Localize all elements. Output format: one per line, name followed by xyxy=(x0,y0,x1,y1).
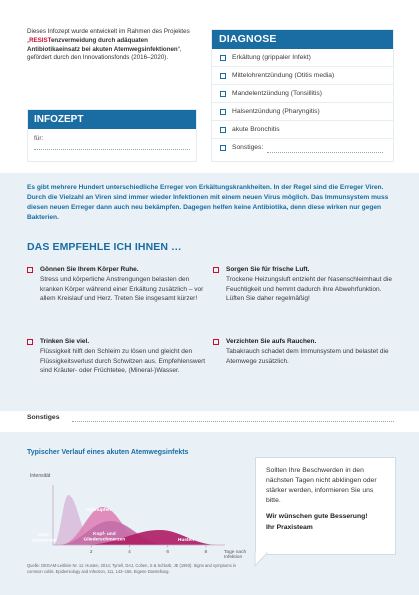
checkbox-icon[interactable] xyxy=(220,127,226,133)
checkbox-icon[interactable] xyxy=(220,145,226,151)
tip-rest: Gönnen Sie Ihrem Körper Ruhe. Stress und körperliche Anstrengungen belasten den kranken Körper während einer Erkältung zusätzlich – vor allem Kreislauf und Herz. Treten Sie insgesamt kürzer! xyxy=(27,265,209,304)
symptom-course-chart xyxy=(27,461,247,561)
diagnosis-title: DIAGNOSE xyxy=(212,30,393,49)
x-tick-label: 6 xyxy=(166,550,170,555)
advice-speech-bubble xyxy=(255,457,396,555)
diagnosis-box xyxy=(211,29,394,162)
other-diagnosis-field[interactable] xyxy=(267,144,383,153)
checkbox-icon[interactable] xyxy=(27,267,33,273)
other-notes-label: Sonstiges xyxy=(27,414,60,421)
source-citation: Quelle: DEGAM-Leitlinie Nr. 11: Husten, 2014; Tyrrell, DAJ, Cohen, S & Schlarb, JE (1993). Signs and symptoms in common colds. Epidemiology and Infection, 111, 143–156. Eigene Darstellung. xyxy=(27,563,236,574)
resist-brand: RESIST xyxy=(29,36,51,44)
series-label: Husten xyxy=(177,538,195,543)
series-label: schmerzen xyxy=(31,538,57,544)
tip-drink: Trinken Sie viel. Flüssigkeit hilft den Schleim zu lösen und gleicht den Flüssigkeitsverlust durch Schwitzen aus. Empfehlenswert sind Kräuter- oder Früchtetee, (Mineral-)Wasser. xyxy=(27,337,209,376)
checkbox-icon[interactable] xyxy=(213,339,219,345)
checkbox-icon[interactable] xyxy=(27,339,33,345)
closing-wish: Wir wünschen gute Besserung! xyxy=(266,513,368,521)
checkbox-icon[interactable] xyxy=(220,55,226,61)
diagnosis-option-other[interactable]: Sonstiges: xyxy=(212,139,393,157)
checkbox-icon[interactable] xyxy=(220,91,226,97)
series-label: Schnupfen xyxy=(86,508,112,513)
series-label: Gliederschmerzen xyxy=(83,537,126,543)
x-tick-label: 4 xyxy=(128,550,131,555)
infozept-box xyxy=(27,109,197,162)
x-axis-label-cont: Infektion xyxy=(224,555,243,560)
intro-text: Dieses Infozept wurde entwickelt im Rahmen des Projektes „RESISTenzvermeidung durch adäquaten Antibiotikaeinsatz bei akuten Atemwegsinfektionen“, gefördert durch den Innovationsfonds (2016–2020). xyxy=(27,28,190,62)
tip-no-smoking: Verzichten Sie aufs Rauchen. Tabakrauch schadet dem Immunsystem und belastet die Atemwege zusätzlich. xyxy=(213,337,395,366)
diagnosis-option[interactable]: Erkältung (grippaler Infekt) xyxy=(212,49,393,67)
tip-fresh-air: Sorgen Sie für frische Luft. Trockene Heizungsluft entzieht der Nasenschleimhaut die Feuchtigkeit und hemmt dadurch ihre Abwehrfunktion. Lüften Sie daher regelmäßig! xyxy=(213,265,395,304)
other-notes-field[interactable] xyxy=(72,421,394,422)
y-axis-label: Intensität xyxy=(30,473,51,479)
lead-paragraph: Es gibt mehrere Hundert unterschiedliche Erreger von Erkältungskrankheiten. In der Regel sind die Erreger Viren. Durch die Vielzahl an Viren sind immer wieder Infektionen mit einem neuen Virus möglich. Das Immunsystem muss diesen neuen Erreger dann auch neu bekämpfen. Dagegen helfen keine Antibiotika, denn diese wirken nur gegen Bakterien. xyxy=(27,184,389,221)
diagnosis-option[interactable]: Mittelohrentzündung (Otitis media) xyxy=(212,67,393,85)
recommendation-heading: DAS EMPFEHLE ICH IHNEN … xyxy=(27,241,182,253)
chart-title: Typischer Verlauf eines akuten Atemwegsinfekts xyxy=(27,449,189,456)
checkbox-icon[interactable] xyxy=(220,109,226,115)
series-label: Kopf- und xyxy=(93,532,116,537)
checkbox-icon[interactable] xyxy=(213,267,219,273)
patient-for-label: für: xyxy=(34,135,44,142)
checkbox-icon[interactable] xyxy=(220,73,226,79)
diagnosis-option[interactable]: Halsentzündung (Pharyngitis) xyxy=(212,103,393,121)
diagnosis-option[interactable]: Mandelentzündung (Tonsillitis) xyxy=(212,85,393,103)
speech-bubble-tail-icon xyxy=(255,553,269,567)
x-tick-label: 2 xyxy=(89,550,93,555)
patient-name-field[interactable] xyxy=(34,149,190,150)
closing-signature: Ihr Praxisteam xyxy=(266,524,313,532)
series-label: Hals- xyxy=(38,533,51,538)
advice-text: Sollten Ihre Beschwerden in den nächsten Tagen nicht abklingen oder stärker werden, informieren Sie uns bitte. xyxy=(266,467,377,504)
diagnosis-option[interactable]: akute Bronchitis xyxy=(212,121,393,139)
x-tick-label: 8 xyxy=(204,550,208,555)
x-axis-label: Tage nach xyxy=(224,550,247,555)
infozept-title: INFOZEPT xyxy=(28,110,196,129)
